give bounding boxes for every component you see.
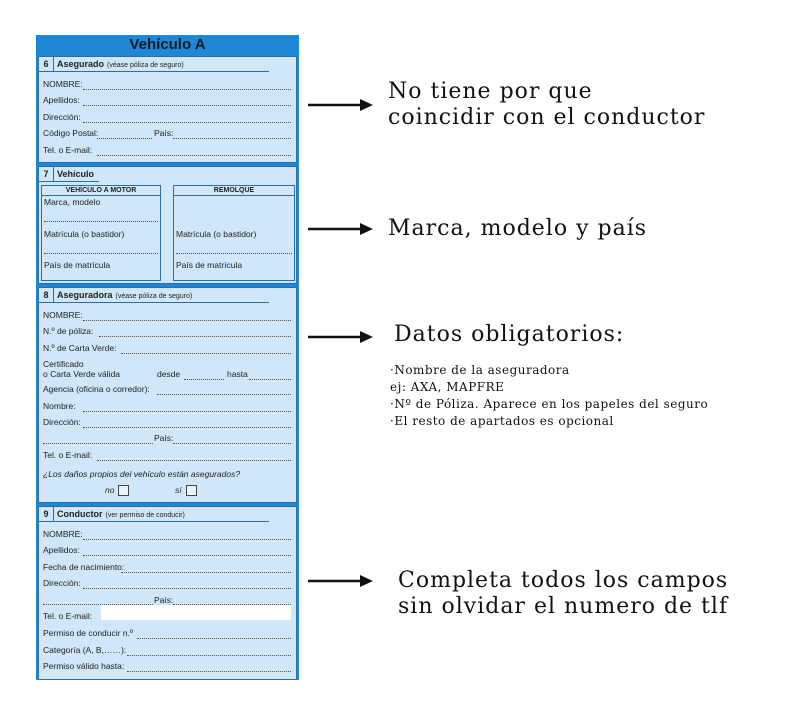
checkbox-yes[interactable]: sí: [175, 485, 197, 496]
field-driver-address[interactable]: Dirección:: [43, 578, 81, 588]
field-make-model[interactable]: Marca, modelo: [44, 197, 101, 207]
arrow-right-icon: [308, 98, 373, 112]
field-agency-name[interactable]: Nombre:: [43, 401, 76, 411]
field-driver-surname[interactable]: Apellidos:: [43, 545, 80, 555]
field-certificate: Certificado: [43, 359, 84, 369]
field-license-number[interactable]: Permiso de conducir n.º: [43, 628, 134, 638]
note-driver: Completa todos los campos sin olvidar el numero de tlf: [398, 568, 729, 619]
section-note: (ver permiso de conducir): [105, 512, 185, 519]
field-insurer-name[interactable]: NOMBRE:: [43, 310, 83, 320]
field-plate[interactable]: Matrícula (o bastidor): [44, 229, 125, 239]
checkbox-no[interactable]: no: [105, 485, 129, 496]
field-license-valid-until[interactable]: Permiso válido hasta:: [43, 661, 125, 671]
section-insurer: [38, 287, 297, 503]
field-driver-name[interactable]: NOMBRE:: [43, 529, 83, 539]
motor-vehicle-header: VEHÍCULO A MOTOR: [42, 186, 160, 196]
field-green-card[interactable]: N.º de Carta Verde:: [43, 343, 117, 353]
field-registration-country[interactable]: País de matrícula: [44, 260, 111, 270]
section-header: [39, 507, 185, 521]
field-agency[interactable]: Agencia (oficina o corredor):: [43, 384, 150, 394]
section-title: Asegurado: [57, 59, 105, 69]
field-trailer-country[interactable]: País de matrícula: [176, 260, 243, 270]
section-header: [39, 167, 94, 181]
field-green-card-valid: o Carta Verde válida: [43, 369, 121, 379]
section-note: (véase póliza de seguro): [107, 62, 184, 69]
field-driver-country[interactable]: País:: [154, 595, 174, 605]
section-note: (véase póliza de seguro): [115, 293, 193, 300]
section-header: [39, 288, 192, 302]
section-title: Conductor: [57, 509, 103, 519]
section-number: 8: [39, 288, 54, 302]
note-insurer-items: ·Nombre de la aseguradora ej: AXA, MAPFRE ·Nº de Póliza. Aparece en los papeles del seguro ·El resto de apartados es opcional: [390, 363, 709, 428]
arrow-right-icon: [308, 222, 373, 236]
insured-damage-question: ¿Los daños propios del vehículo están asegurados?: [43, 469, 241, 479]
section-number: 6: [39, 57, 54, 71]
field-valid-from[interactable]: desde: [157, 369, 181, 379]
arrow-right-icon: [308, 574, 373, 588]
section-vehicle: [38, 166, 297, 284]
field-surname[interactable]: Apellidos:: [43, 95, 80, 105]
motor-vehicle-column: [41, 185, 161, 281]
field-agency-address[interactable]: Dirección:: [43, 417, 81, 427]
field-license-category[interactable]: Categoría (A, B,……):: [43, 645, 127, 655]
phone-input-box[interactable]: [101, 605, 291, 620]
field-trailer-plate[interactable]: Matrícula (o bastidor): [176, 229, 257, 239]
section-driver: [38, 506, 297, 680]
field-valid-until[interactable]: hasta: [227, 369, 248, 379]
section-insured: [38, 56, 297, 163]
section-header: [39, 57, 184, 71]
field-agency-country[interactable]: País:: [154, 433, 174, 443]
section-title: Aseguradora: [57, 290, 113, 300]
field-address[interactable]: Dirección:: [43, 112, 81, 122]
field-country[interactable]: País:: [154, 128, 174, 138]
note-insured: No tiene por que coincidir con el conductor: [388, 79, 706, 130]
section-number: 7: [39, 167, 54, 181]
trailer-header: REMOLQUE: [174, 186, 294, 196]
field-policy-number[interactable]: N.º de póliza:: [43, 326, 94, 336]
trailer-column: [173, 185, 295, 281]
note-insurer-title: Datos obligatorios:: [394, 322, 625, 347]
section-title: Vehículo: [57, 169, 95, 179]
form-title: Vehículo A: [129, 36, 206, 53]
field-name[interactable]: NOMBRE:: [43, 79, 83, 89]
arrow-right-icon: [308, 330, 373, 344]
field-driver-phone[interactable]: Tel. o E-mail:: [43, 611, 93, 621]
section-number: 9: [39, 507, 54, 521]
field-phone-email[interactable]: Tel. o E-mail:: [43, 145, 93, 155]
accident-report-form: [36, 35, 299, 680]
field-birth-date[interactable]: Fecha de nacimiento:: [43, 562, 125, 572]
note-vehicle: Marca, modelo y país: [388, 216, 648, 241]
field-agency-phone[interactable]: Tel. o E-mail:: [43, 450, 93, 460]
field-postal-code[interactable]: Código Postal:: [43, 128, 99, 138]
